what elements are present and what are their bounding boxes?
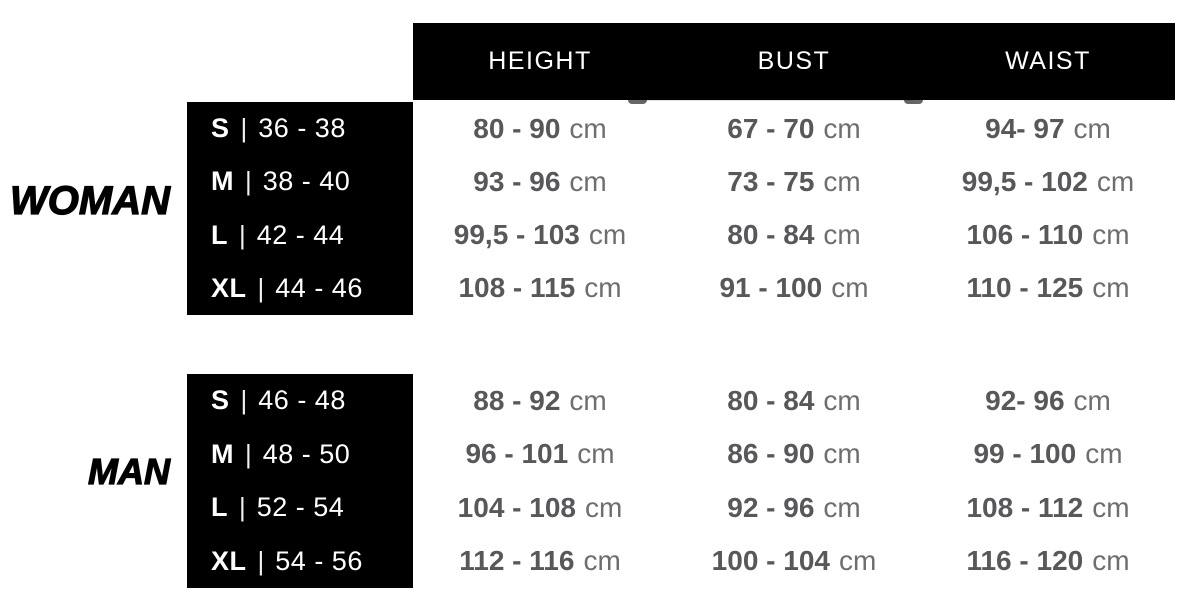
value: 110 - 125 bbox=[966, 272, 1084, 304]
value: 99,5 - 103 bbox=[453, 219, 580, 251]
value: 93 - 96 bbox=[473, 165, 561, 197]
value: 80 - 84 bbox=[727, 219, 815, 251]
value: 73 - 75 bbox=[727, 165, 815, 197]
size-separator: | bbox=[257, 272, 265, 303]
size-row-woman-xl bbox=[187, 262, 413, 315]
unit: cm bbox=[588, 219, 627, 251]
size-separator: | bbox=[239, 492, 246, 523]
size-row-man-s bbox=[187, 374, 413, 428]
value: 86 - 90 bbox=[727, 438, 815, 470]
size-range: 46 - 48 bbox=[258, 385, 346, 416]
measurement-cell-woman-l-bust bbox=[667, 209, 921, 262]
column-header-bust: BUST bbox=[757, 47, 831, 75]
unit: cm bbox=[584, 272, 622, 304]
size-row-man-l bbox=[187, 481, 413, 535]
size-row-woman-l bbox=[187, 209, 413, 262]
column-header-height: HEIGHT bbox=[488, 47, 592, 75]
unit: cm bbox=[823, 219, 861, 251]
value: 92- 96 bbox=[985, 384, 1065, 416]
size-row-man-m bbox=[187, 428, 413, 482]
value: 116 - 120 bbox=[966, 545, 1084, 577]
size-range: 44 - 46 bbox=[275, 272, 363, 303]
measurement-cell-woman-s-height bbox=[413, 102, 667, 155]
measurement-cell-man-l-waist bbox=[921, 481, 1175, 535]
measurement-cell-woman-s-bust bbox=[667, 102, 921, 155]
value: 99 - 100 bbox=[973, 438, 1077, 470]
measurement-cell-man-m-waist bbox=[921, 428, 1175, 482]
unit: cm bbox=[839, 545, 877, 577]
unit: cm bbox=[823, 384, 861, 416]
value: 80 - 84 bbox=[727, 384, 815, 416]
unit: cm bbox=[823, 438, 861, 470]
size-range: 36 - 38 bbox=[258, 113, 346, 144]
column-header-waist: WAIST bbox=[1005, 47, 1091, 75]
size-row-woman-m bbox=[187, 155, 413, 208]
value: 106 - 110 bbox=[966, 219, 1084, 251]
unit: cm bbox=[1092, 491, 1130, 523]
size-separator: | bbox=[245, 166, 252, 197]
size-code: S bbox=[211, 385, 230, 416]
value: 92 - 96 bbox=[727, 491, 815, 523]
size-separator: | bbox=[240, 385, 248, 416]
size-code: S bbox=[211, 113, 230, 144]
size-row-man-xl bbox=[187, 535, 413, 589]
size-separator: | bbox=[245, 438, 252, 469]
unit: cm bbox=[1092, 219, 1130, 251]
unit: cm bbox=[1085, 438, 1123, 470]
value: 108 - 112 bbox=[966, 491, 1084, 523]
unit: cm bbox=[583, 545, 621, 577]
table-header-bar bbox=[413, 23, 1175, 100]
unit: cm bbox=[569, 112, 607, 144]
measurement-cell-woman-m-bust bbox=[667, 155, 921, 208]
size-code: L bbox=[211, 492, 228, 523]
measurement-cell-man-l-height bbox=[413, 481, 667, 535]
measurement-cell-woman-xl-bust bbox=[667, 262, 921, 315]
size-separator: | bbox=[240, 113, 248, 144]
measurement-cell-woman-l-waist bbox=[921, 209, 1175, 262]
value: 100 - 104 bbox=[711, 545, 830, 577]
value: 94- 97 bbox=[985, 112, 1065, 144]
faint-line bbox=[641, 100, 913, 101]
unit: cm bbox=[823, 491, 861, 523]
value: 88 - 92 bbox=[473, 384, 561, 416]
unit: cm bbox=[569, 165, 607, 197]
value: 67 - 70 bbox=[727, 112, 815, 144]
size-separator: | bbox=[239, 219, 246, 250]
measurement-cell-man-m-height bbox=[413, 428, 667, 482]
unit: cm bbox=[823, 165, 861, 197]
measurement-cell-woman-m-waist bbox=[921, 155, 1175, 208]
size-range: 52 - 54 bbox=[256, 492, 345, 523]
unit: cm bbox=[577, 438, 615, 470]
measurement-cell-man-xl-bust bbox=[667, 535, 921, 589]
measurement-cell-woman-l-height bbox=[413, 209, 667, 262]
value: 108 - 115 bbox=[458, 272, 576, 304]
measurement-cell-man-s-waist bbox=[921, 374, 1175, 428]
measurement-cell-woman-m-height bbox=[413, 155, 667, 208]
measurement-cell-man-s-bust bbox=[667, 374, 921, 428]
measurement-cell-man-xl-waist bbox=[921, 535, 1175, 589]
value: 91 - 100 bbox=[719, 272, 823, 304]
woman-size-box bbox=[187, 102, 413, 315]
woman-measurements bbox=[413, 102, 1175, 315]
measurement-cell-man-xl-height bbox=[413, 535, 667, 589]
size-range: 54 - 56 bbox=[275, 545, 363, 576]
value: 96 - 101 bbox=[465, 438, 569, 470]
measurement-cell-man-m-bust bbox=[667, 428, 921, 482]
size-code: M bbox=[211, 438, 234, 469]
unit: cm bbox=[823, 112, 861, 144]
unit: cm bbox=[585, 491, 623, 523]
size-separator: | bbox=[257, 545, 265, 576]
unit: cm bbox=[1073, 112, 1111, 144]
size-code: M bbox=[211, 166, 234, 197]
unit: cm bbox=[831, 272, 869, 304]
section-label-woman: WOMAN bbox=[10, 179, 170, 223]
size-range: 48 - 50 bbox=[262, 438, 351, 469]
unit: cm bbox=[1096, 165, 1135, 197]
measurement-cell-man-s-height bbox=[413, 374, 667, 428]
unit: cm bbox=[569, 384, 607, 416]
value: 104 - 108 bbox=[457, 491, 576, 523]
man-size-box bbox=[187, 374, 413, 588]
unit: cm bbox=[1073, 384, 1111, 416]
size-row-woman-s bbox=[187, 102, 413, 155]
unit: cm bbox=[1092, 545, 1130, 577]
size-range: 38 - 40 bbox=[262, 166, 351, 197]
size-code: L bbox=[211, 219, 228, 250]
size-code: XL bbox=[211, 272, 247, 303]
man-measurements bbox=[413, 374, 1175, 588]
measurement-cell-woman-xl-waist bbox=[921, 262, 1175, 315]
unit: cm bbox=[1092, 272, 1130, 304]
value: 112 - 116 bbox=[459, 545, 575, 577]
measurement-cell-woman-s-waist bbox=[921, 102, 1175, 155]
section-label-man: MAN bbox=[88, 451, 170, 492]
size-range: 42 - 44 bbox=[256, 219, 345, 250]
measurement-cell-woman-xl-height bbox=[413, 262, 667, 315]
size-code: XL bbox=[211, 545, 247, 576]
measurement-cell-man-l-bust bbox=[667, 481, 921, 535]
value: 99,5 - 102 bbox=[961, 165, 1088, 197]
value: 80 - 90 bbox=[473, 112, 561, 144]
